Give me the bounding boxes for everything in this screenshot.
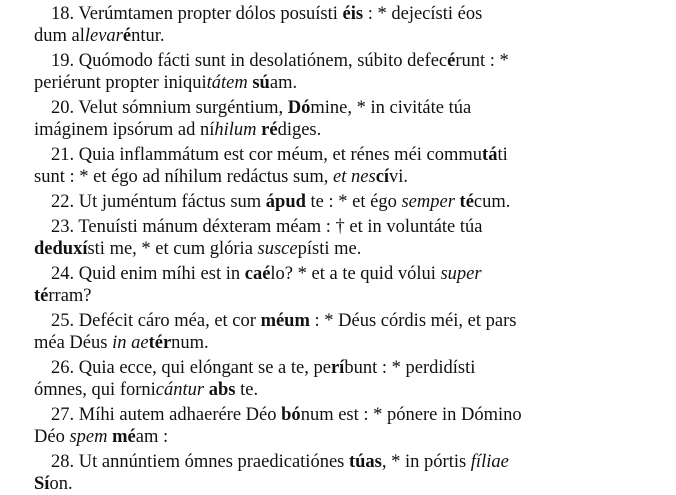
verse-27 (34, 404, 666, 449)
verse-text-segment: bunt : * perdidísti (344, 357, 476, 378)
verse-line (34, 473, 666, 495)
verse-text-segment: periérunt propter iniqui (34, 73, 207, 94)
verse-line (34, 144, 666, 166)
verse-line (34, 404, 666, 426)
verse-text-segment: éis (342, 4, 364, 24)
verse-text-segment: : * dejecísti éos (363, 4, 483, 24)
verse-text-segment: et nes (333, 167, 376, 188)
verse-text-segment: ápud (265, 192, 306, 212)
verse-text-segment: te. (235, 380, 259, 400)
verse-text-segment: super (440, 263, 482, 284)
verse-line (34, 426, 666, 448)
verse-line (34, 72, 666, 94)
verse-text-segment: te : * et égo (305, 192, 402, 212)
verse-number: 22. (51, 192, 79, 212)
verse-text-segment: tá (482, 145, 498, 165)
verse-text-segment: tér (148, 333, 172, 353)
verse-text-segment: on. (49, 474, 73, 494)
verse-line (34, 3, 666, 25)
verse-text-segment: ntur. (131, 26, 165, 47)
verse-text-segment: sunt : * et égo ad níhilum redáctus sum, (34, 167, 334, 188)
verse-text-segment: lo? * et a te quid vólui (270, 263, 441, 284)
verse-text-segment: Déo (34, 427, 70, 447)
verse-number: 19. (51, 51, 79, 71)
verse-text-segment: spem (69, 427, 108, 447)
verse-text-segment: xí (73, 239, 88, 259)
verse-25 (34, 310, 666, 355)
verse-number: 26. (51, 357, 79, 378)
verse-text-segment: abs (208, 380, 236, 400)
verse-number: 25. (51, 310, 79, 331)
verse-line (34, 97, 666, 119)
verse-text-segment: , * in pórtis (381, 451, 471, 472)
verse-text-segment: mine, * in civitáte túa (310, 98, 472, 118)
verse-text-segment: semper (401, 192, 455, 212)
verse-text-segment: méum (260, 310, 310, 331)
verse-line (34, 379, 666, 401)
verse-line (34, 285, 666, 307)
verse-text-segment: runt : * (455, 51, 509, 71)
verse-text-segment: cum. (473, 192, 511, 212)
verse-line (34, 216, 666, 238)
verse-line (34, 238, 666, 260)
verse-line (34, 191, 666, 213)
verse-text-segment: písti me. (297, 239, 362, 259)
verse-19 (34, 50, 666, 95)
verse-24 (34, 263, 666, 308)
verse-line (34, 310, 666, 332)
verse-text-segment: Velut sómnium surgéntium, (78, 98, 288, 118)
verse-text-segment: rram? (48, 286, 92, 306)
verse-text-segment: caé (244, 263, 271, 284)
verse-20 (34, 97, 666, 142)
verse-text-segment: fíliae (470, 451, 509, 472)
verse-text-segment: mé (112, 427, 136, 447)
verse-text-segment: Verúmtamen propter dólos posuísti (78, 4, 343, 24)
verse-text-segment: Quia ecce, qui elóngant se a te, pe (78, 357, 331, 378)
verse-text-segment: Tenuísti mánum déxteram méam : † et in voluntáte túa (78, 216, 483, 237)
verse-text-segment: té (34, 286, 49, 306)
verse-line (34, 332, 666, 354)
verse-line (34, 263, 666, 285)
verse-line (34, 119, 666, 141)
verse-number: 28. (51, 451, 79, 472)
verse-text-segment: vi. (389, 167, 409, 188)
verse-text-segment: é (447, 51, 456, 71)
verse-text-segment: imáginem ipsórum ad ní (34, 120, 215, 141)
verse-22 (34, 191, 666, 213)
verse-number: 20. (51, 98, 79, 118)
verse-text-segment: : * Déus córdis méi, et pars (309, 310, 517, 331)
verse-text-segment: Quia inflammátum est cor méum, et rénes méi commu (78, 145, 483, 165)
verse-text-segment: hilum (214, 120, 257, 141)
verse-line (34, 50, 666, 72)
verse-text-segment: in ae (112, 333, 149, 353)
verse-26 (34, 357, 666, 402)
verse-text-segment: Ut juméntum fáctus sum (78, 192, 266, 212)
verse-text-segment: am. (269, 73, 298, 94)
verse-text-segment: tátem (206, 73, 248, 94)
verse-text-segment: Ut annúntiem ómnes praedicatiónes (78, 451, 349, 472)
verse-number: 21. (51, 145, 79, 165)
verse-text-segment: num est : * pónere in Dómino (300, 404, 522, 425)
verse-text-segment: Quómodo fácti sunt in desolatiónem, súbito defec (78, 51, 448, 71)
verse-text-segment: dedu (34, 239, 74, 259)
verse-text-segment: levar (84, 26, 123, 47)
verse-text-segment: susce (257, 239, 298, 259)
verse-text-segment: Míhi autem adhaerére Déo (78, 404, 282, 425)
verse-28 (34, 451, 666, 495)
verse-text-segment: bó (281, 404, 301, 425)
verse-text-segment: cántur (155, 380, 205, 400)
verse-text-segment: diges. (277, 120, 322, 141)
verse-18 (34, 3, 666, 48)
verse-line (34, 357, 666, 379)
verse-number: 23. (51, 216, 79, 237)
verse-text-segment: Defécit cáro méa, et cor (78, 310, 261, 331)
verse-text-segment: sti me, * et cum glória (87, 239, 258, 259)
verse-21 (34, 144, 666, 189)
verse-text-segment: Quid enim míhi est in (78, 263, 245, 284)
verse-line (34, 166, 666, 188)
verse-number: 27. (51, 404, 79, 425)
verse-text-segment: Dó (287, 98, 311, 118)
verse-line (34, 451, 666, 473)
verse-number: 24. (51, 263, 79, 284)
verse-text-segment: ómnes, qui forni (34, 380, 156, 400)
verse-text-segment: ti (497, 145, 508, 165)
verse-text-segment: am : (135, 427, 169, 447)
verse-23 (34, 216, 666, 261)
verse-text-segment: Sí (34, 474, 50, 494)
verse-text-segment: é (122, 26, 132, 47)
verse-text-segment: túas (348, 451, 382, 472)
verse-text-segment: rí (330, 357, 345, 378)
verse-text-segment: cí (375, 167, 390, 188)
verse-line (34, 25, 666, 47)
verse-text-segment: té (459, 192, 474, 212)
verse-text-segment: dum al (34, 26, 85, 47)
verse-text-segment: sú (252, 73, 270, 94)
verse-text-segment: méa Déus (34, 333, 113, 353)
verse-text-segment: ré (261, 120, 278, 141)
verse-text-segment: num. (171, 333, 209, 353)
verse-number: 18. (51, 4, 79, 24)
